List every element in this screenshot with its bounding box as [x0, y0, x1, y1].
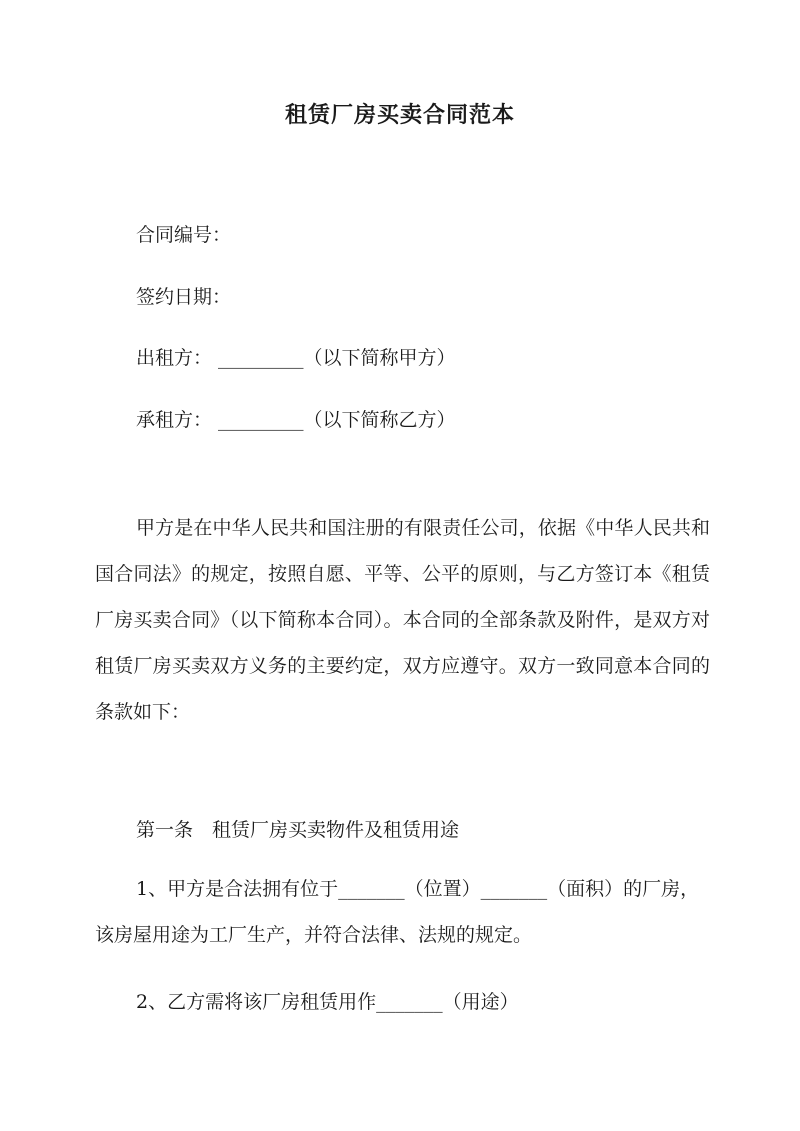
document-title: 租赁厂房买卖合同范本 — [284, 102, 515, 128]
contract-number-line: 合同编号： — [136, 224, 232, 246]
lessee-line: 承租方： _________（以下简称乙方） — [136, 409, 456, 431]
article-1-heading: 第一条 租赁厂房买卖物件及租赁用途 — [136, 819, 460, 841]
intro-paragraph: 甲方是在中华人民共和国注册的有限责任公司，依据《中华人民共和国合同法》的规定，按照自愿、平等、公平的原则，与乙方签订本《租赁厂房买卖合同》（以下简称本合同）。本合同的全部条款及附件，是双方对租赁厂房买卖双方义务的主要约定，双方应遵守。双方一致同意本合同的条款如下： — [95, 517, 710, 723]
clause-1: 1、甲方是合法拥有位于_______（位置）_______（面积）的厂房，该房屋用途为工厂生产，并符合法律、法规的规定。 — [95, 878, 700, 946]
sign-date-line: 签约日期： — [136, 286, 232, 308]
clause-2: 2、乙方需将该厂房租赁用作_______（用途） — [136, 991, 519, 1013]
lessor-line: 出租方： _________（以下简称甲方） — [136, 347, 456, 369]
